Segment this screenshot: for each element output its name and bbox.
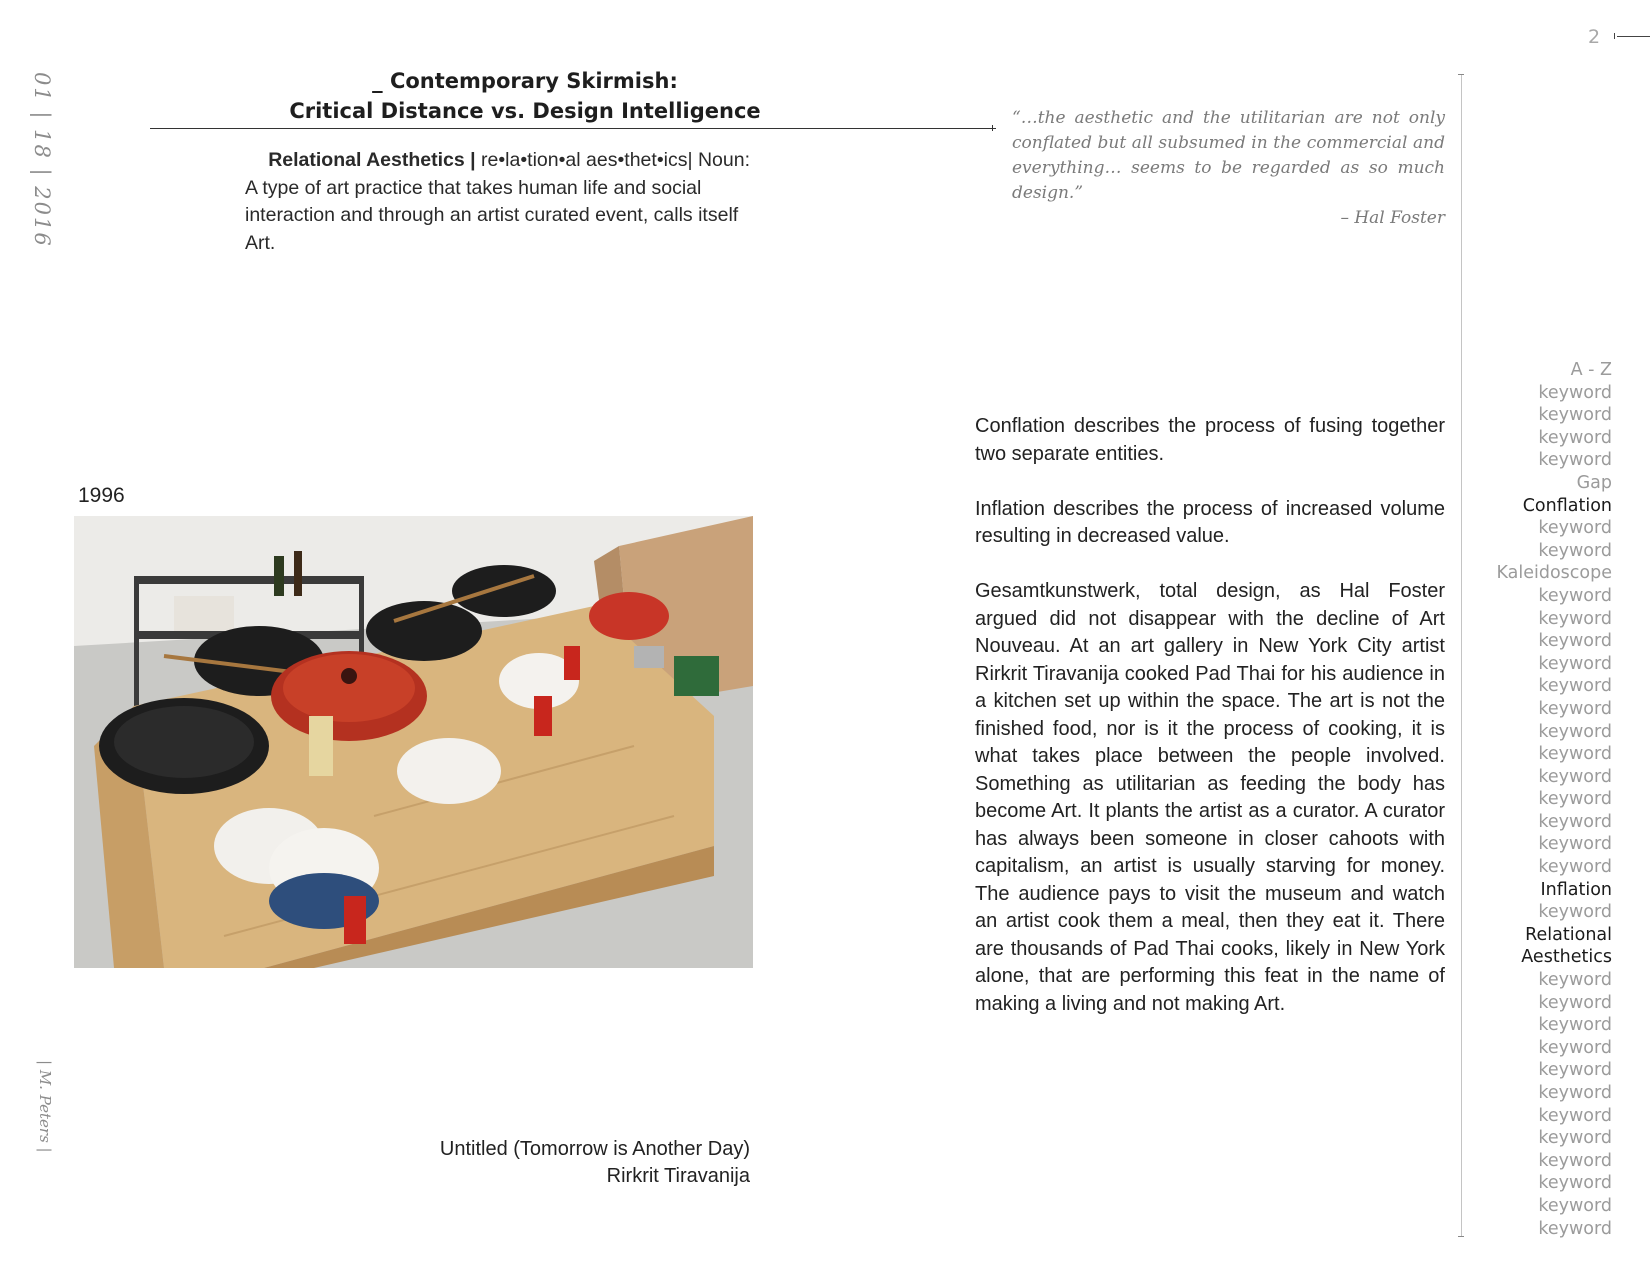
- index-item[interactable]: keyword: [1538, 1150, 1612, 1171]
- index-item[interactable]: Relational: [1525, 924, 1612, 945]
- index-item[interactable]: keyword: [1538, 1060, 1612, 1081]
- keyword-index: [1412, 359, 1612, 1240]
- index-item[interactable]: keyword: [1538, 608, 1612, 629]
- index-rule-cap-top: [1458, 74, 1464, 75]
- index-item[interactable]: keyword: [1538, 405, 1612, 426]
- definition-text: A type of art practice that takes human life and social interaction and through an artist curated event, calls itself Art.: [245, 176, 739, 254]
- index-item[interactable]: keyword: [1538, 766, 1612, 787]
- index-item[interactable]: keyword: [1538, 1105, 1612, 1126]
- definition-block: [245, 147, 750, 257]
- index-item[interactable]: Kaleidoscope: [1496, 563, 1612, 584]
- page-number: 2: [1588, 26, 1601, 48]
- title-line-2: Critical Distance vs. Design Intelligence: [289, 99, 761, 123]
- body-text: [975, 413, 1445, 1046]
- artwork-caption: [330, 1136, 750, 1190]
- page-number-rule: [1617, 36, 1650, 37]
- title-rule-end: [992, 125, 993, 131]
- artwork-year: 1996: [78, 484, 125, 507]
- index-item[interactable]: keyword: [1538, 857, 1612, 878]
- author-label: | M. Peters |: [36, 1060, 54, 1153]
- index-item[interactable]: keyword: [1538, 676, 1612, 697]
- index-item[interactable]: keyword: [1538, 1015, 1612, 1036]
- body-paragraph: Inflation describes the process of increased volume resulting in decreased value.: [975, 497, 1445, 547]
- index-item[interactable]: keyword: [1538, 811, 1612, 832]
- index-item[interactable]: keyword: [1538, 834, 1612, 855]
- definition-pronunciation: re•la•tion•al aes•thet•ics| Noun:: [475, 149, 750, 171]
- index-item[interactable]: keyword: [1538, 631, 1612, 652]
- index-item[interactable]: Gap: [1576, 472, 1612, 493]
- index-item[interactable]: keyword: [1538, 382, 1612, 403]
- index-item[interactable]: keyword: [1538, 585, 1612, 606]
- index-item[interactable]: Inflation: [1540, 879, 1612, 900]
- index-item[interactable]: keyword: [1538, 721, 1612, 742]
- index-item[interactable]: keyword: [1538, 1037, 1612, 1058]
- date-label: 01 | 18 | 2016: [30, 72, 54, 248]
- index-item[interactable]: keyword: [1538, 970, 1612, 991]
- quote-attribution: – Hal Foster: [1340, 208, 1445, 228]
- title-line-1: _ Contemporary Skirmish:: [372, 69, 678, 93]
- index-item[interactable]: keyword: [1538, 789, 1612, 810]
- index-item[interactable]: keyword: [1538, 1128, 1612, 1149]
- index-item[interactable]: keyword: [1538, 992, 1612, 1013]
- index-item[interactable]: keyword: [1538, 1195, 1612, 1216]
- index-item[interactable]: Aesthetics: [1521, 947, 1612, 968]
- index-item[interactable]: keyword: [1538, 518, 1612, 539]
- index-item[interactable]: keyword: [1538, 450, 1612, 471]
- index-item[interactable]: keyword: [1538, 540, 1612, 561]
- index-item[interactable]: A - Z: [1570, 360, 1612, 380]
- index-item[interactable]: keyword: [1538, 1083, 1612, 1103]
- title-rule: [150, 128, 996, 129]
- artwork-photo: [74, 516, 753, 968]
- body-paragraph: Conflation describes the process of fusing together two separate entities.: [975, 415, 1445, 465]
- index-item[interactable]: keyword: [1538, 1218, 1612, 1239]
- index-item[interactable]: keyword: [1538, 653, 1612, 674]
- quote-text: “…the aesthetic and the utilitarian are not only conflated but all subsumed in the commercial and everything… seems to be regarded as so much design.”: [1012, 108, 1445, 203]
- page-title: [150, 66, 900, 126]
- index-item[interactable]: keyword: [1538, 427, 1612, 448]
- pull-quote: [1012, 106, 1445, 231]
- definition-heading: [245, 147, 750, 175]
- definition-term: Relational Aesthetics |: [268, 149, 476, 171]
- artwork-title: Untitled (Tomorrow is Another Day): [439, 1138, 750, 1160]
- index-item[interactable]: keyword: [1538, 902, 1612, 923]
- index-item[interactable]: keyword: [1538, 1173, 1612, 1194]
- index-item[interactable]: Conflation: [1522, 495, 1612, 516]
- body-paragraph: Gesamtkunstwerk, total design, as Hal Foster argued did not disappear with the decline of Art Nouveau. At an art gallery in New York City artist Rirkrit Tiravanija cooked Pad Thai for his audience in a kitchen set up within the space. The art is not the finished food, nor is it the process of cooking, it is what takes place between the people involved. Something as utilitarian as feeding the body has become Art. It plants the artist as a curator. A curator has always been someone in closer cahoots with capitalism, an artist is usually starving for money. The audience pays to visit the museum and watch an artist cook them a meal, then they eat it. There are thousands of Pad Thai cooks, likely in New York alone, that are performing this feat in the name of making a living and not making Art.: [975, 580, 1445, 1015]
- index-item[interactable]: keyword: [1538, 698, 1612, 719]
- artwork-artist: Rirkrit Tiravanija: [606, 1165, 750, 1187]
- index-item[interactable]: keyword: [1538, 744, 1612, 765]
